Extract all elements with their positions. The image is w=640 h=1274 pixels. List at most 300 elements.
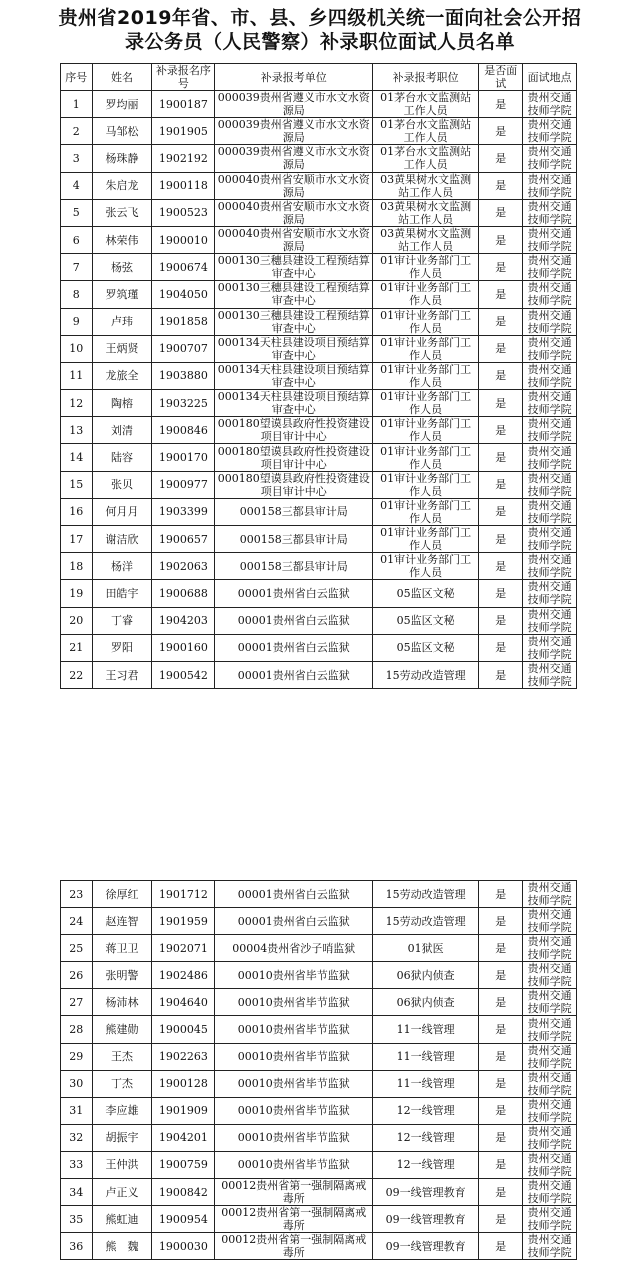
cell-location: 贵州交通技师学院	[523, 118, 577, 145]
cell-location: 贵州交通技师学院	[523, 172, 577, 199]
cell-name: 杨洋	[92, 553, 152, 580]
cell-location: 贵州交通技师学院	[523, 362, 577, 389]
cell-location: 贵州交通技师学院	[523, 1151, 577, 1178]
cell-reg-no: 1903399	[152, 498, 215, 525]
cell-unit: 000039贵州省遵义市水文水资源局	[215, 118, 373, 145]
cell-location: 贵州交通技师学院	[523, 390, 577, 417]
cell-name: 熊建勋	[92, 1016, 152, 1043]
cell-unit: 00001贵州省白云监狱	[215, 881, 373, 908]
cell-seq: 28	[61, 1016, 93, 1043]
cell-location: 贵州交通技师学院	[523, 417, 577, 444]
cell-position: 12一线管理	[373, 1097, 479, 1124]
cell-position: 01审计业务部门工作人员	[373, 254, 479, 281]
cell-seq: 29	[61, 1043, 93, 1070]
cell-location: 贵州交通技师学院	[523, 989, 577, 1016]
cell-name: 李应雄	[92, 1097, 152, 1124]
cell-location: 贵州交通技师学院	[523, 1070, 577, 1097]
table-row	[61, 989, 577, 1016]
cell-position: 15劳动改造管理	[373, 881, 479, 908]
cell-reg-no: 1900674	[152, 254, 215, 281]
cell-seq: 3	[61, 145, 93, 172]
cell-reg-no: 1900030	[152, 1233, 215, 1260]
cell-seq: 9	[61, 308, 93, 335]
cell-unit: 00012贵州省第一强制隔离戒毒所	[215, 1233, 373, 1260]
cell-name: 林荣伟	[92, 226, 152, 253]
cell-unit: 000130三穗县建设工程预结算审查中心	[215, 254, 373, 281]
cell-unit: 000180望谟县政府性投资建设项目审计中心	[215, 471, 373, 498]
table-row	[61, 308, 577, 335]
cell-name: 王习君	[92, 661, 152, 688]
candidate-table-page-1	[60, 63, 577, 689]
cell-name: 熊虹迪	[92, 1206, 152, 1233]
cell-name: 谢洁欣	[92, 526, 152, 553]
cell-location: 贵州交通技师学院	[523, 254, 577, 281]
cell-seq: 14	[61, 444, 93, 471]
header-unit: 补录报考单位	[215, 64, 373, 91]
cell-reg-no: 1900523	[152, 199, 215, 226]
cell-position: 01审计业务部门工作人员	[373, 526, 479, 553]
cell-location: 贵州交通技师学院	[523, 1179, 577, 1206]
cell-reg-no: 1900118	[152, 172, 215, 199]
cell-seq: 16	[61, 498, 93, 525]
table-row	[61, 661, 577, 688]
document-title	[0, 6, 640, 54]
cell-interview: 是	[479, 118, 523, 145]
cell-seq: 1	[61, 91, 93, 118]
table-row	[61, 1070, 577, 1097]
cell-name: 刘清	[92, 417, 152, 444]
cell-reg-no: 1901909	[152, 1097, 215, 1124]
cell-seq: 36	[61, 1233, 93, 1260]
cell-position: 05监区文秘	[373, 580, 479, 607]
cell-position: 12一线管理	[373, 1124, 479, 1151]
table-row	[61, 962, 577, 989]
cell-reg-no: 1903880	[152, 362, 215, 389]
cell-name: 张云飞	[92, 199, 152, 226]
table-row	[61, 526, 577, 553]
cell-reg-no: 1902071	[152, 935, 215, 962]
cell-unit: 000158三都县审计局	[215, 553, 373, 580]
cell-position: 01审计业务部门工作人员	[373, 308, 479, 335]
cell-interview: 是	[479, 580, 523, 607]
cell-seq: 8	[61, 281, 93, 308]
cell-interview: 是	[479, 1179, 523, 1206]
cell-unit: 000134天柱县建设项目预结算审查中心	[215, 362, 373, 389]
table-row	[61, 335, 577, 362]
cell-unit: 00012贵州省第一强制隔离戒毒所	[215, 1206, 373, 1233]
table-row	[61, 390, 577, 417]
cell-reg-no: 1900707	[152, 335, 215, 362]
cell-unit: 00010贵州省毕节监狱	[215, 1070, 373, 1097]
cell-name: 徐厚红	[92, 881, 152, 908]
cell-name: 胡振宇	[92, 1124, 152, 1151]
cell-reg-no: 1900170	[152, 444, 215, 471]
cell-seq: 17	[61, 526, 93, 553]
table-row	[61, 1043, 577, 1070]
cell-reg-no: 1903225	[152, 390, 215, 417]
cell-unit: 00010贵州省毕节监狱	[215, 1016, 373, 1043]
cell-interview: 是	[479, 1233, 523, 1260]
cell-location: 贵州交通技师学院	[523, 91, 577, 118]
table-row	[61, 1206, 577, 1233]
cell-reg-no: 1900688	[152, 580, 215, 607]
cell-location: 贵州交通技师学院	[523, 526, 577, 553]
cell-seq: 12	[61, 390, 93, 417]
table-row	[61, 1097, 577, 1124]
cell-unit: 000039贵州省遵义市水文水资源局	[215, 91, 373, 118]
cell-name: 赵连智	[92, 908, 152, 935]
cell-location: 贵州交通技师学院	[523, 498, 577, 525]
cell-location: 贵州交通技师学院	[523, 1233, 577, 1260]
table-row	[61, 935, 577, 962]
cell-reg-no: 1902263	[152, 1043, 215, 1070]
cell-reg-no: 1900160	[152, 634, 215, 661]
cell-location: 贵州交通技师学院	[523, 1206, 577, 1233]
cell-name: 丁睿	[92, 607, 152, 634]
cell-unit: 000158三都县审计局	[215, 498, 373, 525]
cell-seq: 5	[61, 199, 93, 226]
cell-unit: 00012贵州省第一强制隔离戒毒所	[215, 1179, 373, 1206]
table-row	[61, 1151, 577, 1178]
cell-interview: 是	[479, 935, 523, 962]
cell-seq: 30	[61, 1070, 93, 1097]
cell-interview: 是	[479, 881, 523, 908]
cell-reg-no: 1900010	[152, 226, 215, 253]
cell-location: 贵州交通技师学院	[523, 908, 577, 935]
cell-interview: 是	[479, 199, 523, 226]
table-row	[61, 553, 577, 580]
cell-reg-no: 1900842	[152, 1179, 215, 1206]
table-row	[61, 226, 577, 253]
cell-interview: 是	[479, 308, 523, 335]
cell-interview: 是	[479, 1097, 523, 1124]
table-row	[61, 498, 577, 525]
cell-interview: 是	[479, 908, 523, 935]
title-line-2: 录公务员（人民警察）补录职位面试人员名单	[124, 31, 515, 53]
table-row	[61, 281, 577, 308]
cell-unit: 00010贵州省毕节监狱	[215, 1097, 373, 1124]
cell-interview: 是	[479, 661, 523, 688]
table-row	[61, 1179, 577, 1206]
table-row	[61, 145, 577, 172]
cell-seq: 13	[61, 417, 93, 444]
cell-position: 05监区文秘	[373, 607, 479, 634]
cell-name: 罗筑瑾	[92, 281, 152, 308]
cell-name: 杨弦	[92, 254, 152, 281]
cell-reg-no: 1904203	[152, 607, 215, 634]
cell-interview: 是	[479, 607, 523, 634]
cell-seq: 32	[61, 1124, 93, 1151]
cell-name: 杨沛林	[92, 989, 152, 1016]
cell-seq: 25	[61, 935, 93, 962]
cell-unit: 000040贵州省安顺市水文水资源局	[215, 226, 373, 253]
cell-name: 王仲洪	[92, 1151, 152, 1178]
cell-location: 贵州交通技师学院	[523, 199, 577, 226]
cell-name: 罗均丽	[92, 91, 152, 118]
cell-position: 01审计业务部门工作人员	[373, 553, 479, 580]
cell-seq: 4	[61, 172, 93, 199]
cell-reg-no: 1900759	[152, 1151, 215, 1178]
cell-unit: 000130三穗县建设工程预结算审查中心	[215, 281, 373, 308]
cell-seq: 33	[61, 1151, 93, 1178]
cell-seq: 20	[61, 607, 93, 634]
cell-seq: 24	[61, 908, 93, 935]
cell-position: 01审计业务部门工作人员	[373, 444, 479, 471]
cell-seq: 23	[61, 881, 93, 908]
cell-seq: 26	[61, 962, 93, 989]
cell-unit: 00001贵州省白云监狱	[215, 908, 373, 935]
cell-name: 杨珠静	[92, 145, 152, 172]
cell-unit: 00010贵州省毕节监狱	[215, 1124, 373, 1151]
cell-name: 王杰	[92, 1043, 152, 1070]
cell-interview: 是	[479, 226, 523, 253]
cell-interview: 是	[479, 471, 523, 498]
cell-name: 蒋卫卫	[92, 935, 152, 962]
cell-position: 11一线管理	[373, 1043, 479, 1070]
cell-interview: 是	[479, 526, 523, 553]
cell-unit: 000040贵州省安顺市水文水资源局	[215, 199, 373, 226]
cell-reg-no: 1900977	[152, 471, 215, 498]
cell-location: 贵州交通技师学院	[523, 881, 577, 908]
table-row	[61, 444, 577, 471]
cell-position: 01审计业务部门工作人员	[373, 281, 479, 308]
cell-name: 卢玮	[92, 308, 152, 335]
cell-interview: 是	[479, 335, 523, 362]
cell-position: 09一线管理教育	[373, 1233, 479, 1260]
cell-position: 15劳动改造管理	[373, 908, 479, 935]
header-interview: 是否面试	[479, 64, 523, 91]
cell-interview: 是	[479, 634, 523, 661]
table-header-row	[61, 64, 577, 91]
cell-unit: 00001贵州省白云监狱	[215, 634, 373, 661]
cell-location: 贵州交通技师学院	[523, 335, 577, 362]
cell-name: 何月月	[92, 498, 152, 525]
cell-location: 贵州交通技师学院	[523, 281, 577, 308]
cell-seq: 7	[61, 254, 93, 281]
cell-name: 陶榕	[92, 390, 152, 417]
cell-position: 05监区文秘	[373, 634, 479, 661]
cell-position: 12一线管理	[373, 1151, 479, 1178]
cell-seq: 6	[61, 226, 93, 253]
cell-unit: 00010贵州省毕节监狱	[215, 1151, 373, 1178]
table-row	[61, 254, 577, 281]
cell-interview: 是	[479, 254, 523, 281]
cell-interview: 是	[479, 1151, 523, 1178]
cell-name: 张明警	[92, 962, 152, 989]
cell-interview: 是	[479, 390, 523, 417]
cell-location: 贵州交通技师学院	[523, 145, 577, 172]
cell-position: 11一线管理	[373, 1070, 479, 1097]
cell-interview: 是	[479, 962, 523, 989]
cell-interview: 是	[479, 553, 523, 580]
cell-location: 贵州交通技师学院	[523, 471, 577, 498]
cell-seq: 21	[61, 634, 93, 661]
cell-reg-no: 1901959	[152, 908, 215, 935]
table-row	[61, 1016, 577, 1043]
cell-seq: 11	[61, 362, 93, 389]
table-row	[61, 607, 577, 634]
cell-reg-no: 1902192	[152, 145, 215, 172]
cell-name: 熊 魏	[92, 1233, 152, 1260]
cell-position: 09一线管理教育	[373, 1179, 479, 1206]
cell-interview: 是	[479, 989, 523, 1016]
cell-position: 01审计业务部门工作人员	[373, 417, 479, 444]
cell-name: 陆容	[92, 444, 152, 471]
table-row	[61, 118, 577, 145]
table-row	[61, 634, 577, 661]
cell-reg-no: 1900657	[152, 526, 215, 553]
header-reg-no: 补录报名序号	[152, 64, 215, 91]
cell-location: 贵州交通技师学院	[523, 1124, 577, 1151]
table-row	[61, 881, 577, 908]
cell-seq: 10	[61, 335, 93, 362]
cell-unit: 00010贵州省毕节监狱	[215, 962, 373, 989]
cell-interview: 是	[479, 1206, 523, 1233]
cell-seq: 18	[61, 553, 93, 580]
cell-name: 朱启龙	[92, 172, 152, 199]
cell-position: 01审计业务部门工作人员	[373, 498, 479, 525]
cell-location: 贵州交通技师学院	[523, 935, 577, 962]
title-line-1: 贵州省2019年省、市、县、乡四级机关统一面向社会公开招	[58, 7, 582, 29]
cell-location: 贵州交通技师学院	[523, 226, 577, 253]
cell-unit: 00001贵州省白云监狱	[215, 580, 373, 607]
cell-unit: 000180望谟县政府性投资建设项目审计中心	[215, 417, 373, 444]
cell-location: 贵州交通技师学院	[523, 1097, 577, 1124]
cell-position: 11一线管理	[373, 1016, 479, 1043]
cell-name: 丁杰	[92, 1070, 152, 1097]
cell-interview: 是	[479, 91, 523, 118]
cell-unit: 00004贵州省沙子哨监狱	[215, 935, 373, 962]
table-row	[61, 362, 577, 389]
cell-seq: 19	[61, 580, 93, 607]
cell-name: 龙旅全	[92, 362, 152, 389]
table-row	[61, 908, 577, 935]
cell-position: 06狱内侦查	[373, 989, 479, 1016]
header-position: 补录报考职位	[373, 64, 479, 91]
cell-unit: 000134天柱县建设项目预结算审查中心	[215, 335, 373, 362]
cell-location: 贵州交通技师学院	[523, 444, 577, 471]
cell-seq: 31	[61, 1097, 93, 1124]
cell-reg-no: 1900846	[152, 417, 215, 444]
cell-location: 贵州交通技师学院	[523, 308, 577, 335]
table-row	[61, 417, 577, 444]
cell-unit: 000039贵州省遵义市水文水资源局	[215, 145, 373, 172]
cell-interview: 是	[479, 145, 523, 172]
cell-unit: 000158三都县审计局	[215, 526, 373, 553]
cell-position: 03黄果树水文监测站工作人员	[373, 172, 479, 199]
cell-unit: 000040贵州省安顺市水文水资源局	[215, 172, 373, 199]
cell-name: 田皓宇	[92, 580, 152, 607]
cell-reg-no: 1901858	[152, 308, 215, 335]
cell-position: 03黄果树水文监测站工作人员	[373, 199, 479, 226]
cell-position: 01茅台水文监测站工作人员	[373, 118, 479, 145]
candidate-table-page-2	[60, 880, 577, 1260]
cell-name: 王炳贤	[92, 335, 152, 362]
cell-interview: 是	[479, 172, 523, 199]
cell-interview: 是	[479, 1070, 523, 1097]
cell-interview: 是	[479, 1016, 523, 1043]
cell-unit: 00001贵州省白云监狱	[215, 607, 373, 634]
cell-interview: 是	[479, 1043, 523, 1070]
cell-reg-no: 1901712	[152, 881, 215, 908]
cell-location: 贵州交通技师学院	[523, 962, 577, 989]
cell-reg-no: 1900542	[152, 661, 215, 688]
cell-position: 01狱医	[373, 935, 479, 962]
cell-position: 01茅台水文监测站工作人员	[373, 145, 479, 172]
cell-seq: 27	[61, 989, 93, 1016]
table-row	[61, 1233, 577, 1260]
cell-location: 贵州交通技师学院	[523, 661, 577, 688]
cell-location: 贵州交通技师学院	[523, 634, 577, 661]
header-name: 姓名	[92, 64, 152, 91]
cell-reg-no: 1902063	[152, 553, 215, 580]
table-row	[61, 471, 577, 498]
cell-interview: 是	[479, 281, 523, 308]
header-seq: 序号	[61, 64, 93, 91]
table-row	[61, 580, 577, 607]
table-row	[61, 91, 577, 118]
cell-seq: 15	[61, 471, 93, 498]
cell-interview: 是	[479, 417, 523, 444]
cell-position: 09一线管理教育	[373, 1206, 479, 1233]
cell-location: 贵州交通技师学院	[523, 1043, 577, 1070]
table-row	[61, 199, 577, 226]
cell-reg-no: 1900954	[152, 1206, 215, 1233]
cell-position: 01审计业务部门工作人员	[373, 335, 479, 362]
cell-reg-no: 1902486	[152, 962, 215, 989]
cell-name: 张贝	[92, 471, 152, 498]
table-row	[61, 1124, 577, 1151]
cell-reg-no: 1904640	[152, 989, 215, 1016]
cell-seq: 34	[61, 1179, 93, 1206]
cell-seq: 2	[61, 118, 93, 145]
cell-position: 03黄果树水文监测站工作人员	[373, 226, 479, 253]
cell-interview: 是	[479, 444, 523, 471]
cell-interview: 是	[479, 1124, 523, 1151]
cell-reg-no: 1904050	[152, 281, 215, 308]
cell-position: 15劳动改造管理	[373, 661, 479, 688]
cell-location: 贵州交通技师学院	[523, 1016, 577, 1043]
cell-location: 贵州交通技师学院	[523, 553, 577, 580]
cell-seq: 22	[61, 661, 93, 688]
cell-unit: 000134天柱县建设项目预结算审查中心	[215, 390, 373, 417]
cell-unit: 000130三穗县建设工程预结算审查中心	[215, 308, 373, 335]
cell-position: 01审计业务部门工作人员	[373, 390, 479, 417]
cell-unit: 000180望谟县政府性投资建设项目审计中心	[215, 444, 373, 471]
cell-seq: 35	[61, 1206, 93, 1233]
cell-name: 罗阳	[92, 634, 152, 661]
cell-unit: 00001贵州省白云监狱	[215, 661, 373, 688]
cell-reg-no: 1900045	[152, 1016, 215, 1043]
cell-location: 贵州交通技师学院	[523, 580, 577, 607]
cell-name: 卢正义	[92, 1179, 152, 1206]
cell-reg-no: 1901905	[152, 118, 215, 145]
cell-reg-no: 1900128	[152, 1070, 215, 1097]
cell-reg-no: 1904201	[152, 1124, 215, 1151]
cell-position: 01茅台水文监测站工作人员	[373, 91, 479, 118]
cell-unit: 00010贵州省毕节监狱	[215, 1043, 373, 1070]
header-location: 面试地点	[523, 64, 577, 91]
table-row	[61, 172, 577, 199]
cell-unit: 00010贵州省毕节监狱	[215, 989, 373, 1016]
cell-interview: 是	[479, 498, 523, 525]
cell-position: 01审计业务部门工作人员	[373, 362, 479, 389]
cell-position: 01审计业务部门工作人员	[373, 471, 479, 498]
cell-name: 马邹松	[92, 118, 152, 145]
cell-location: 贵州交通技师学院	[523, 607, 577, 634]
cell-reg-no: 1900187	[152, 91, 215, 118]
cell-position: 06狱内侦查	[373, 962, 479, 989]
